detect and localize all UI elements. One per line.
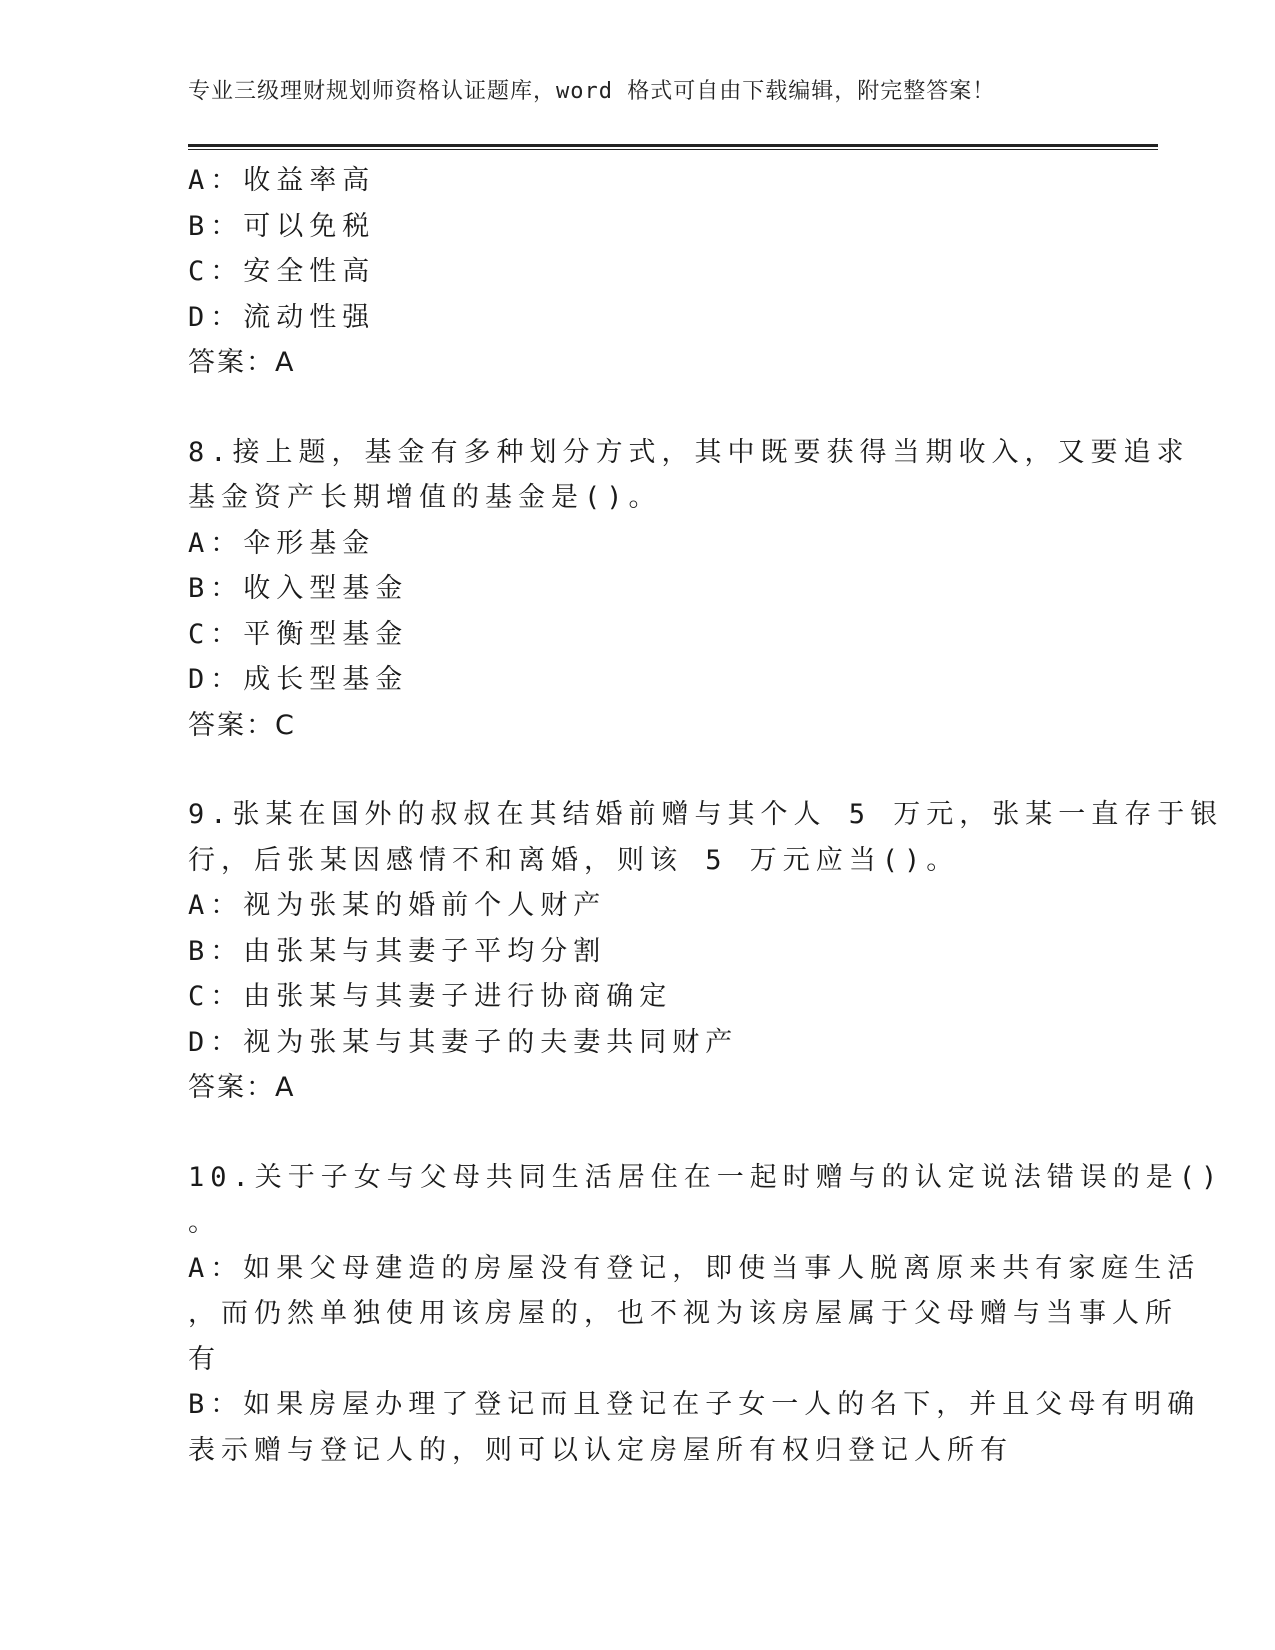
q9-option-a: A：视为张某的婚前个人财产: [188, 890, 607, 921]
page-header: 专业三级理财规划师资格认证题库，word 格式可自由下载编辑，附完整答案！: [188, 79, 996, 104]
q8-option-c: C：平衡型基金: [188, 618, 409, 650]
q9-option-d: D：视为张某与其妻子的夫妻共同财产: [188, 1026, 739, 1058]
q9-stem-line-2: 行，后张某因感情不和离婚，则该 5 万元应当()。: [188, 844, 960, 876]
question-10: [188, 1155, 1224, 1474]
header-rule-thick: [188, 144, 1158, 147]
q8-option-d: D：成长型基金: [188, 664, 409, 695]
q8-stem-line-2: 基金资产长期增值的基金是()。: [188, 482, 662, 513]
q10-option-b-line-2: 表示赠与登记人的，则可以认定房屋所有权归登记人所有: [188, 1434, 1013, 1466]
q8-stem-line-1: 8.接上题，基金有多种划分方式，其中既要获得当期收入，又要追求: [188, 436, 1190, 468]
q8-option-b: B：收入型基金: [188, 573, 409, 604]
spacer: [188, 1111, 1088, 1155]
q7-option-a: A：收益率高: [188, 165, 376, 196]
header-divider: [188, 144, 1158, 151]
q10-option-b-line-1: B：如果房屋办理了登记而且登记在子女一人的名下，并且父母有明确: [188, 1389, 1201, 1420]
q9-stem-line-1: 9.张某在国外的叔叔在其结婚前赠与其个人 5 万元，张某一直存于银: [188, 799, 1224, 830]
q8-option-a: A：伞形基金: [188, 527, 376, 559]
question-content: [188, 158, 1224, 1473]
q7-option-b: B：可以免税: [188, 210, 376, 242]
q7-answer: 答案：A: [188, 347, 296, 378]
q9-answer: 答案：A: [188, 1072, 296, 1103]
q7-option-d: D：流动性强: [188, 301, 376, 333]
question-9: [188, 792, 1224, 1111]
q10-option-a-line-2: ，而仍然单独使用该房屋的，也不视为该房屋属于父母赠与当事人所: [188, 1298, 1178, 1329]
q10-option-a-line-3: 有: [188, 1343, 221, 1375]
q9-option-b: B：由张某与其妻子平均分割: [188, 935, 607, 967]
q9-option-c: C：由张某与其妻子进行协商确定: [188, 981, 673, 1012]
spacer: [188, 386, 1088, 430]
q10-stem-line-2: 。: [188, 1207, 221, 1238]
q8-answer: 答案：C: [188, 709, 296, 741]
question-7: [188, 158, 1088, 386]
q7-option-c: C：安全性高: [188, 256, 376, 287]
q10-option-a-line-1: A：如果父母建造的房屋没有登记，即使当事人脱离原来共有家庭生活: [188, 1252, 1201, 1284]
spacer: [188, 748, 1088, 792]
header-rule-thin: [188, 149, 1158, 150]
question-8: [188, 430, 1190, 749]
q10-stem-line-1: 10.关于子女与父母共同生活居住在一起时赠与的认定说法错误的是(): [188, 1161, 1224, 1193]
